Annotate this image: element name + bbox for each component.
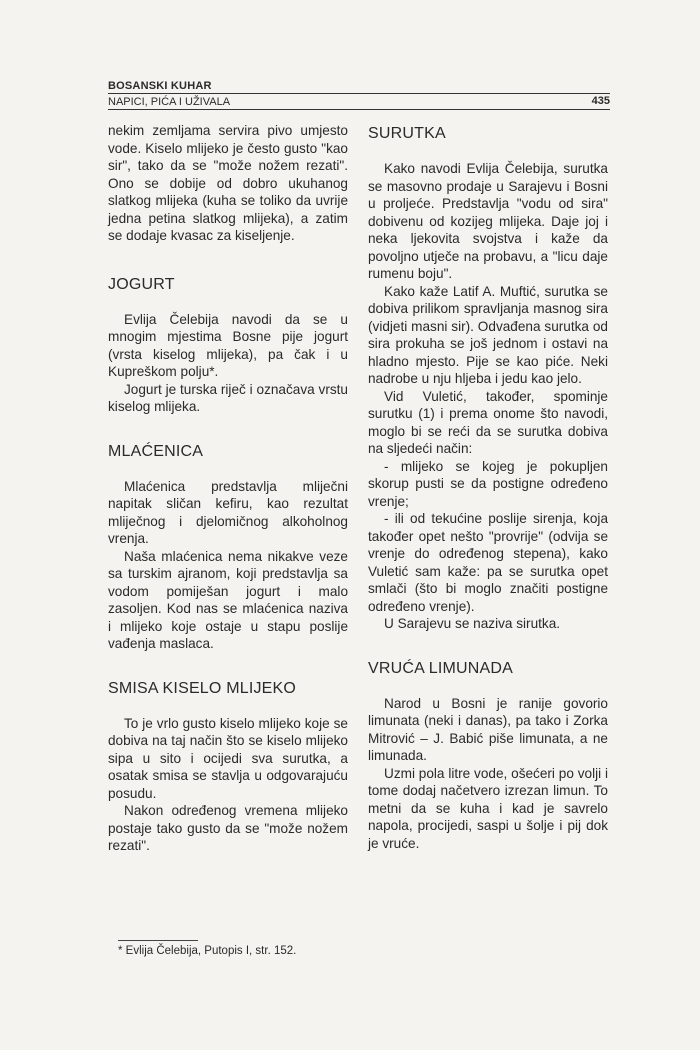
paragraph: Naša mlaćenica nema nikakve veze sa turskim ajranom, koji predstavlja sa vodom pomiješan jogurt i malo zasoljen. Kod nas se mlaćenica naziva i mlijeko koje ostaje u stapu poslije vađenja maslaca. xyxy=(108,548,348,651)
heading-surutka: SURUTKA xyxy=(368,125,446,142)
header-rule-bottom xyxy=(108,109,610,110)
running-header-subtitle: NAPICI, PIĆA I UŽIVALA xyxy=(108,96,231,108)
heading-jogurt: JOGURT xyxy=(108,275,175,293)
paragraph: Nakon određenog vremena mlijeko postaje tako gusto da se "može nožem rezati". xyxy=(108,803,348,853)
footnote: * Evlija Čelebija, Putopis I, str. 152. xyxy=(118,945,297,957)
list-item: - mlijeko se kojeg je pokupljen skorup pusti se da postigne određeno vrenje; xyxy=(368,458,608,509)
footnote-rule xyxy=(118,940,198,941)
paragraph: Uzmi pola litre vode, ošećeri po volji i tome dodaj načetvero izrezan limun. To metni da se kuha i kad je savrelo napola, procijedi, saspi u šolje i pij dok je vruće. xyxy=(368,765,608,851)
paragraph: U Sarajevu se naziva sirutka. xyxy=(384,616,561,631)
paragraph: Jogurt je turska riječ i označava vrstu kiselog mlijeka. xyxy=(108,381,348,414)
page-number: 435 xyxy=(591,95,610,107)
heading-smisa: SMISA KISELO MLIJEKO xyxy=(108,679,297,697)
paragraph: To je vrlo gusto kiselo mlijeko koje se dobiva na taj način što se kiselo mlijeko sipa u sito i ocijedi sva surutka, a osatak smisa se stavlja u odgovarajuću posudu. xyxy=(108,715,348,801)
list-item: - ili od tekućine poslije sirenja, koja također opet nešto "provrije" (odvija se vrenje do određenog stepena), kako Vuletić sam kaže: pa se surutka opet smlači (što bi moglo značiti postigne određeno vrenje). xyxy=(368,511,608,614)
header-rule xyxy=(108,93,610,94)
right-column xyxy=(368,122,608,852)
paragraph: Kako kaže Latif A. Muftić, surutka se dobiva prilikom spravljanja masnog sira (vidjeti masni sir). Odvađena surutka od sira prokuha se još jednom i ostavi na hladno mjesto. Pije se kao piće. Neki nadrobe u nju hljeba i jedu kao jelo. xyxy=(368,283,608,386)
heading-vruca-limunada: VRUĆA LIMUNADA xyxy=(368,659,514,677)
paragraph: Narod u Bosni je ranije govorio limunata (neki i danas), pa tako i Zorka Mitrović – J. Babić piše limunata, a ne limunada. xyxy=(368,695,608,763)
paragraph-continued: nekim zemljama servira pivo umjesto vode. Kiselo mlijeko je često gusto "kao sir", tako da se "može nožem rezati". Ono se dobije od dobro ukuhanog slatkog mlijeka (kuha se toliko da uvrije jedna petina slatkog mlijeka), a zatim se dodaje kvasac za kiseljenje. xyxy=(108,123,348,243)
running-header-title: BOSANSKI KUHAR xyxy=(108,80,212,92)
paragraph: Kako navodi Evlija Čelebija, surutka se masovno prodaje u Sarajevu i Bosni u proljeće. Predstavlja "vodu od sira" dobivenu od kozijeg mlijeka. Daje joj i neka ljekovita svojstva i kaže da povoljno utječe na probavu, a "licu daje rumenu boju". xyxy=(368,161,608,281)
left-column xyxy=(108,122,348,855)
paragraph: Mlaćenica predstavlja mliječni napitak sličan kefiru, kao rezultat mliječnog i djelomičnog alkoholnog vrenja. xyxy=(108,478,348,546)
paragraph: Evlija Čelebija navodi da se u mnogim mjestima Bosne pije jogurt (vrsta kiselog mlijeka), pa čak i u Kupreškom polju*. xyxy=(108,311,348,379)
paragraph: Vid Vuletić, također, spominje surutku (1) i prema onome što navodi, moglo bi se reći da se surutka dobiva na sljedeći način: xyxy=(368,388,608,456)
heading-mlacenica: MLAĆENICA xyxy=(108,442,204,460)
